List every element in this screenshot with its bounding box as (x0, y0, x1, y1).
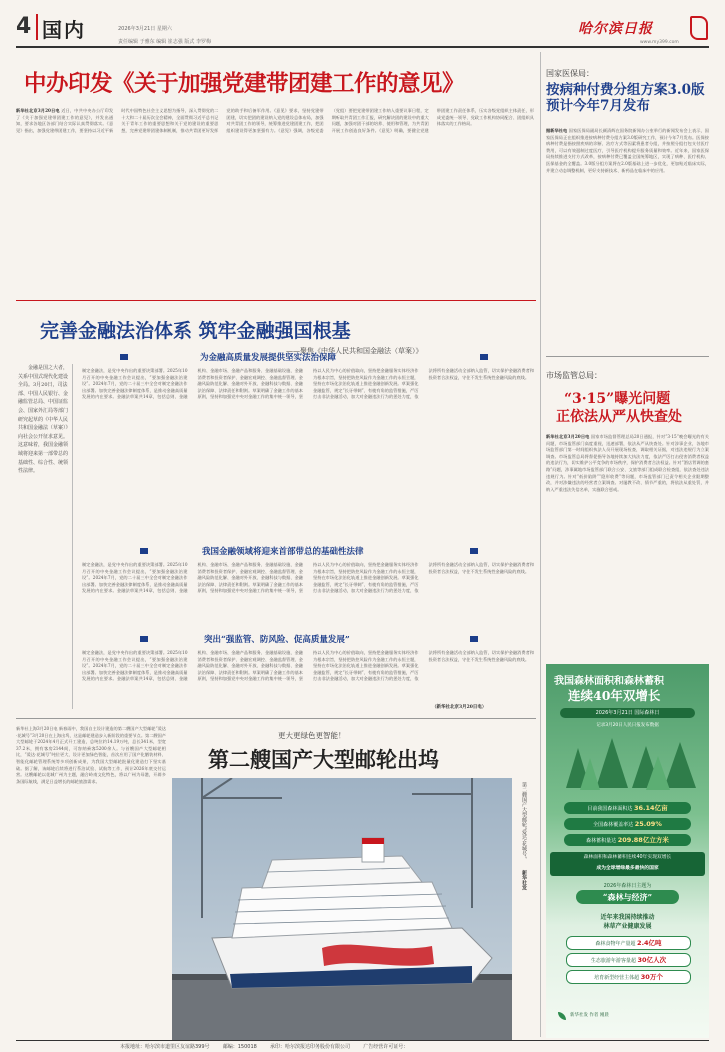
finance-body-text: 制定金融法，是党中央作出的重要决策部署。2025年10月召开的中央金融工作会议提出，“要加强金融法治建设”。2024年7月，党的二十届三中全会对制定金融法作出部署。加快完善金融法律制度体系，是推动金融高质量发展的内在要求。金融法草案共14章，包括总则、金融机构、金融市场、金融产品和服务、金融基础设施、金融消费者和投资者保护、金融宏观调控、金融监督管理、金融风险防范化解、金融对外开放、金融科技与数据、金融法治保障、法律责任和附则。草案明确了金融工作的基本原则，坚持和加强党中央对金融工作的集中统一领导，坚持以人民为中心的价值取向，坚持把金融服务实体经济作为根本宗旨，坚持把防控风险作为金融工作的永恒主题，坚持在市场化法治化轨道上推进金融创新发展。草案强化金融监管，规定“长牙带刺”、有棱有角的监管措施，严厉打击非法金融活动，加大对金融违法行为的惩处力度，依法将所有金融活动全部纳入监管，切实保护金融消费者和投资者合法权益，守住不发生系统性金融风险的底线。 (82, 650, 534, 682)
lead-body (16, 108, 534, 296)
finance-subhead: ——聚焦《中华人民共和国金融法（草案）》 (286, 347, 423, 355)
section-title: 国内 (42, 18, 86, 42)
forest-econ-value: 2.4亿吨 (637, 939, 662, 947)
right-column-divider (540, 52, 541, 1037)
forest-headline-2: 连续40年双增长 (568, 688, 661, 703)
footer-rule (16, 1040, 709, 1041)
finance-end-tag: （新华社北京3月20日电） (432, 705, 487, 710)
finance-body-text: 制定金融法，是党中央作出的重要决策部署。2025年10月召开的中央金融工作会议提出，“要加强金融法治建设”。2024年7月，党的二十届三中全会对制定金融法作出部署。加快完善金融法律制度体系，是推动金融高质量发展的内在要求。金融法草案共14章，包括总则、金融机构、金融市场、金融产品和服务、金融基础设施、金融消费者和投资者保护、金融宏观调控、金融监督管理、金融风险防范化解、金融对外开放、金融科技与数据、金融法治保障、法律责任和附则。草案明确了金融工作的基本原则，坚持和加强党中央对金融工作的集中统一领导，坚持以人民为中心的价值取向，坚持把金融服务实体经济作为根本宗旨，坚持把防控风险作为金融工作的永恒主题，坚持在市场化法治化轨道上推进金融创新发展。草案强化金融监管，规定“长牙带刺”、有棱有角的监管措施，严厉打击非法金融活动，加大对金融违法行为的惩处力度，依法将所有金融活动全部纳入监管，切实保护金融消费者和投资者合法权益，守住不发生系统性金融风险的底线。 (82, 368, 534, 400)
consumer-headline-2: 正依法从严从快查处 (556, 409, 682, 425)
forest-econ-pill (566, 970, 691, 984)
website: www.my399.com (640, 40, 679, 45)
lead-dateline: 新华社北京3月20日电 (16, 108, 60, 113)
ship-kicker: 更大更绿色更智能！ (278, 731, 346, 740)
forest-econ-label: 生态旅游年游客量超 (590, 958, 636, 964)
forest-leaf-icon (558, 1012, 566, 1020)
consumer-headline-1: “3·15”曝光问题 (564, 391, 671, 407)
forest-econ-value: 30亿人次 (637, 956, 667, 964)
forest-stat-label: 森林蓄积量达 (586, 838, 617, 844)
cruise-ship-illustration (172, 778, 512, 1040)
finance-side-intro: 金融是国之大者，关系中国式现代化建设全局。3月20日，司法部、中国人民银行、金融监管总局、中国证监会、国家外汇局等部门研究起草的《中华人民共和国金融法（草案）》向社会公开征求意见。这意味着，我国金融领域将迎来第一部带总的基础性、综合性、统领性法律。 (18, 365, 68, 475)
section-title-bar (80, 632, 536, 646)
ship-photo-credit: 新华社发 (521, 869, 527, 890)
forest-stat-value: 209.88亿立方米 (617, 836, 669, 844)
section-title-text: 我国金融领域将迎来首部带总的基础性法律 (202, 547, 364, 557)
medical-body (546, 128, 709, 352)
footer-printer: 承印：哈尔滨报达印务股份有限公司 (270, 1044, 351, 1050)
finance-body-text: 制定金融法，是党中央作出的重要决策部署。2025年10月召开的中央金融工作会议提出，“要加强金融法治建设”。2024年7月，党的二十届三中全会对制定金融法作出部署。加快完善金融法律制度体系，是推动金融高质量发展的内在要求。金融法草案共14章，包括总则、金融机构、金融市场、金融产品和服务、金融基础设施、金融消费者和投资者保护、金融宏观调控、金融监督管理、金融风险防范化解、金融对外开放、金融科技与数据、金融法治保障、法律责任和附则。草案明确了金融工作的基本原则，坚持和加强党中央对金融工作的集中统一领导，坚持以人民为中心的价值取向，坚持把金融服务实体经济作为根本宗旨，坚持把防控风险作为金融工作的永恒主题，坚持在市场化法治化轨道上推进金融创新发展。草案强化金融监管，规定“长牙带刺”、有棱有角的监管措施，严厉打击非法金融活动，加大对金融违法行为的惩处力度，依法将所有金融活动全部纳入监管，切实保护金融消费者和投资者合法权益，守住不发生系统性金融风险的底线。 (82, 562, 534, 594)
consumer-kicker: 市场监管总局： (546, 371, 602, 380)
page-number: 4 (16, 14, 32, 39)
medical-article (546, 56, 709, 356)
forest-theme: “森林与经济” (576, 890, 679, 904)
finance-divider (16, 718, 536, 719)
finance-body-3 (82, 650, 534, 706)
medical-headline: 按病种付费分组方案3.0版预计今年7月发布 (546, 82, 705, 114)
section-title-bar (80, 544, 536, 558)
forest-stat-pill (564, 818, 691, 830)
footer (120, 1043, 710, 1050)
consumer-dateline: 新华社北京3月20日电 (546, 434, 590, 439)
forest-econ-label: 培育新型经营主体超 (594, 975, 640, 981)
section-marker-icon (470, 548, 478, 554)
forest-trees-illustration (546, 728, 709, 798)
forest-wide-banner (550, 852, 705, 876)
masthead (0, 0, 725, 46)
finance-body-1 (82, 368, 534, 538)
masthead-rule (16, 46, 709, 48)
section-marker-icon (140, 636, 148, 642)
forest-wide-line-2: 成为全球增绿最多最快的国家 (596, 866, 659, 871)
forest-wide-line-1: 森林面积和森林蓄积连续40年实现双增长 (583, 855, 672, 860)
forest-stat-pill (564, 834, 691, 846)
section-title-text: 为金融高质量发展提供坚实法治保障 (200, 353, 337, 363)
footer-postcode: 邮编：150018 (222, 1044, 257, 1050)
section-marker-icon (470, 636, 478, 642)
ship-headline: 第二艘国产大型邮轮出坞 (208, 747, 439, 772)
lead-headline: 中办印发《关于加强党建带团建工作的意见》 (24, 71, 465, 97)
forest-econ-sub: 林草产业健康发展 (603, 923, 652, 930)
forest-econ-pill (566, 936, 691, 950)
finance-article (16, 306, 536, 716)
ship-photo-caption (518, 782, 528, 1032)
forest-credit: 新华社发 作者 刚晨 (570, 1013, 609, 1018)
consumer-body-text: 国家市场监督管理总局20日通报，针对“3·15”晚会曝光的有关问题，市场监管部门高度重视，迅速部署，依法从严从快查处。针对涉事企业，各地市场监管部门第一时间组织执法人员开展现场检查，调取相关证据，对违法违规行为立案调查。市场监管总局将督促指导各地持续加大执法力度，依法严厉打击侵害消费者权益的违法行为，切实维护公平竞争的市场秩序，保护消费者合法权益。针对“酒店背调的套路”问题，涉事属地市场监管部门联合公安、文旅等部门组成联合检查组，依法查处违法违规行为。针对“低价陷阱”“隐形收费”等问题，市场监管部门已责令相关企业限期整改，并对涉嫌违法的经营者立案调查。对屡教不改、情节严重的，将依法从重处罚，并纳入严重违法失信名单，实施联合惩戒。 (546, 434, 709, 492)
page-number-divider (36, 14, 38, 40)
lead-divider (16, 300, 536, 301)
forest-stat-value: 25.09% (634, 820, 662, 828)
footer-address: 本报地址：哈尔滨市道里区友谊路399号 (120, 1044, 210, 1050)
forest-econ-label: 森林食物年产量超 (595, 941, 636, 947)
medical-body-text: 国家医保局副局长颜清辉在国务院新闻办公室举行的新闻发布会上表示，国家医保局正在组织推进按病种付费分组方案3.0版研究工作，预计今年7月发布。医保按病种付费是指按照疾病的诊断、治疗方式等因素将患者分组，并按照分组打包支付医疗费用，可以有效遏制过度医疗，引导医疗机构提升服务质量和效率。近年来，国家医保局持续推进支付方式改革，按病种付费已覆盖全国统筹地区，实现了病种、医疗机构、医保基金的全覆盖。3.0版分组方案将在2.0版基础上进一步优化，更加贴近临床实际，并建立动态调整机制，更好支持新技术、新药品在临床中的应用。 (546, 128, 709, 173)
consumer-body (546, 434, 709, 656)
lead-article (16, 52, 536, 298)
ship-body (16, 726, 166, 1036)
medical-dateline: 据新华社电 (546, 128, 568, 133)
forest-subtitle: 记录3月20日人民日报发布数据 (596, 723, 659, 728)
forest-econ-value: 30万个 (640, 973, 663, 981)
date-line: 2026年3月21日 星期六 (118, 26, 172, 32)
ship-caption-text: 第二艘国产大型邮轮“爱达·花城号” (521, 782, 527, 859)
section-marker-icon (140, 548, 148, 554)
lead-body-text: 近日，中共中央办公厅印发了《关于加强党建带团建工作的意见》，并发出通知，要求各地区各部门结合实际认真贯彻落实。《意见》指出，加强党建带团建工作，要坚持以习近平新时代中国特色社会主义思想为指导，深入贯彻党的二十大和二十届历次全会精神，全面贯彻习近平总书记关于青年工作的重要思想和关于党的建设的重要思想，完善党建带团建体制机制，推动共青团更好发挥党的助手和后备军作用。《意见》要求，坚持党建带团建，切实把团的建设纳入党的建设总体布局，加强对共青团工作的领导，统筹推进党建团建工作，把团组织建设得更加坚强有力。《意见》强调，各级党委（党组）要把党建带团建工作纳入重要议事日程，定期听取共青团工作汇报，研究解决团的建设中的重大问题，加强对团干部的培养、使用和管理，为共青团开展工作创造良好条件。《意见》明确，要健全党建带团建工作责任体系，压实各级党组织主体责任，形成党委统一领导、党政工作机构协同配合、团组织具体落实的工作格局。 (16, 108, 534, 133)
forest-econ-title: 近年来我国持续推动 (600, 914, 655, 921)
forest-stat-label: 全国森林覆盖率达 (593, 822, 634, 828)
ship-article (16, 722, 536, 1040)
finance-body-2 (82, 562, 534, 626)
consumer-article (546, 360, 709, 660)
side-intro-divider (72, 364, 73, 709)
forest-stat-pill (564, 802, 691, 814)
forest-headline-1: 我国森林面积和森林蓄积 (554, 676, 664, 687)
brand-mark-icon (690, 16, 708, 40)
medical-kicker: 国家医保局： (546, 69, 594, 78)
forest-stat-label: 目前我国森林面积达 (587, 806, 633, 812)
section-marker-icon (120, 354, 128, 360)
cruise-ship-photo (172, 778, 512, 1040)
section-title-bar (80, 350, 536, 364)
brand-logo: 哈尔滨日报 (578, 21, 653, 37)
staff-line: 责任编辑 于雅东 编辑 崔志强 版式 李罗梅 (118, 39, 211, 45)
right-divider-1 (546, 356, 709, 357)
section-marker-icon (480, 354, 488, 360)
footer-license: 广告经营许可证号： (363, 1044, 409, 1050)
forest-stat-value: 36.14亿亩 (634, 804, 668, 812)
forest-infographic (546, 664, 709, 1038)
forest-date-banner: 2026年3月21日 国际森林日 (560, 708, 695, 718)
forest-econ-pill (566, 953, 691, 967)
finance-headline: 完善金融法治体系 筑牢金融强国根基 (40, 320, 351, 342)
ship-body-text: 新华社上海3月20日电 新春雨中，我国自主设计建造的第二艘国产大型邮轮“爱达·花城号”3月20日在上海出坞，这是邮轮建造步入新阶段的重要节点。第二艘国产大型邮轮于2024年4月正式开工建造，总吨位约14.19万吨，总长341米，型宽37.2米，拥有客房2144间，可容纳乘客5200余人。与首艘国产大型邮轮相比，“爱达·花城号”吨位更大、设计更加绿色智能，首次应用了国产化舾装材料、智能化邮轮管理系统等多项创新成果，为我国大型邮轮批量化建造打下坚实基础。据了解，该邮轮后续将进行系泊试验、试航等工作，预计2026年底交付运营。这艘邮轮以花城广州为主题，融合岭南文化特色，将以广州为母港，开辟多条国际航线，满足日益增长的邮轮旅游需求。 (16, 726, 166, 784)
forest-theme-small: 2026年森林日主题为 (603, 883, 652, 889)
section-title-text: 突出“强监管、防风险、促高质量发展” (204, 635, 350, 645)
